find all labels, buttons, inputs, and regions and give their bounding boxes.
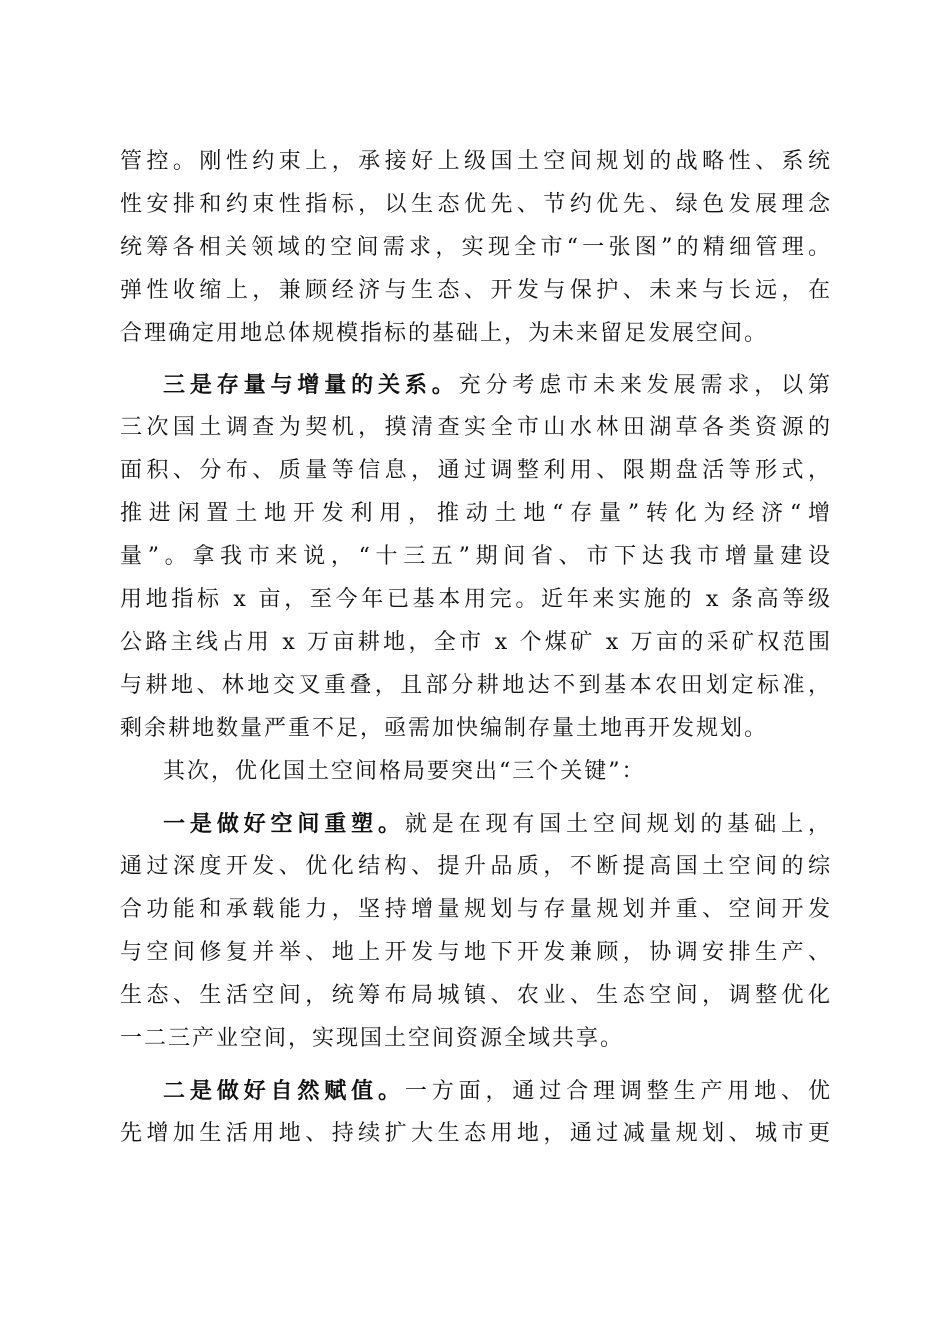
line-text: 先增加生活用地、持续扩大生态用地，通过减量规划、城市更 <box>120 1121 832 1146</box>
text-line <box>120 276 832 306</box>
line-text: 弹性收缩上，兼顾经济与生态、开发与保护、未来与长远，在 <box>120 278 832 303</box>
line-text: 充分考虑市未来发展需求，以第 <box>458 373 832 398</box>
line-text: 推进闲置土地开发利用，推动土地“存量”转化为经济“增 <box>120 501 832 526</box>
text-line <box>120 714 832 744</box>
line-text: 一方面，通过合理调整生产用地、优 <box>404 1079 832 1104</box>
line-text: 通过深度开发、优化结构、提升品质，不断提高国土空间的综 <box>120 854 832 879</box>
line-text: 合理确定用地总体规模指标的基础上，为未来留足发展空间。 <box>120 321 769 346</box>
text-line <box>120 852 832 882</box>
line-text: 量”。拿我市来说，“十三五”期间省、市下达我市增量建设 <box>120 544 832 569</box>
text-line <box>120 1119 832 1149</box>
line-text: 其次，优化国土空间格局要突出“三个关键”： <box>163 759 646 784</box>
text-line <box>163 809 832 839</box>
bold-lead-phrase: 三是存量与增量的关系。 <box>163 372 459 398</box>
line-text: 性安排和约束性指标，以生态优先、节约优先、绿色发展理念 <box>120 192 832 217</box>
line-text: 生态、生活空间，统筹布局城镇、农业、生态空间，调整优化 <box>120 983 832 1008</box>
line-text: 用地指标 x 亩，至今年已基本用完。近年来实施的 x 条高等级 <box>120 587 832 612</box>
text-line <box>120 190 832 220</box>
line-text: 就是在现有国土空间规划的基础上， <box>404 812 832 837</box>
line-text: 公路主线占用 x 万亩耕地，全市 x 个煤矿 x 万亩的采矿权范围 <box>120 630 832 655</box>
line-text: 三次国土调查为契机，摸清查实全市山水林田湖草各类资源的 <box>120 415 832 440</box>
line-text: 与耕地、林地交叉重叠，且部分耕地达不到基本农田划定标准， <box>120 673 832 698</box>
text-line <box>163 1076 832 1106</box>
line-text: 一二三产业空间，实现国土空间资源全域共享。 <box>120 1026 625 1051</box>
text-line <box>120 1024 832 1054</box>
text-line <box>120 895 832 925</box>
bold-lead-phrase: 一是做好空间重塑。 <box>163 811 405 837</box>
text-line <box>120 981 832 1011</box>
text-line <box>120 938 832 968</box>
text-line <box>120 319 832 349</box>
line-text: 面积、分布、质量等信息，通过调整利用、限期盘活等形式， <box>120 458 832 483</box>
line-text: 剩余耕地数量严重不足，亟需加快编制存量土地再开发规划。 <box>120 716 769 741</box>
text-line <box>120 585 832 615</box>
text-line <box>163 370 832 400</box>
bold-lead-phrase: 二是做好自然赋值。 <box>163 1078 405 1104</box>
line-text: 与空间修复并举、地上开发与地下开发兼顾，协调安排生产、 <box>120 940 832 965</box>
text-line <box>120 671 832 701</box>
line-text: 管控。刚性约束上，承接好上级国土空间规划的战略性、系统 <box>120 149 832 174</box>
text-line <box>120 456 832 486</box>
text-line <box>120 233 832 263</box>
text-line <box>120 628 832 658</box>
line-text: 合功能和承载能力，坚持增量规划与存量规划并重、空间开发 <box>120 897 832 922</box>
text-line <box>120 147 832 177</box>
text-line <box>163 757 832 787</box>
text-line <box>120 499 832 529</box>
text-line <box>120 542 832 572</box>
line-text: 统筹各相关领域的空间需求，实现全市“一张图”的精细管理。 <box>120 235 832 260</box>
text-line <box>120 413 832 443</box>
